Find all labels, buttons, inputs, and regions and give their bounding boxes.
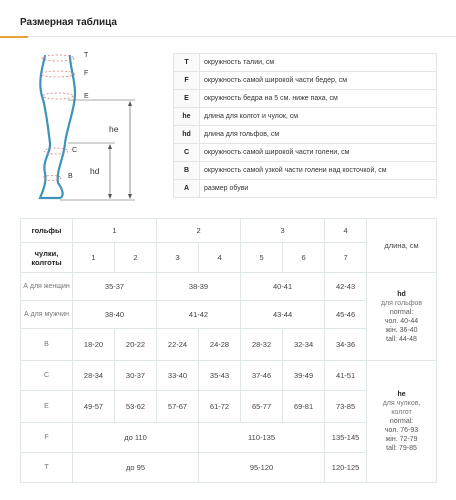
cell: до 110 [73, 423, 199, 453]
he-note-women: жін. 72-79 [385, 436, 418, 443]
legend-text: окружность самой узкой части голени над косточкой, см [200, 162, 437, 180]
hd-note-women: жін. 36-40 [385, 326, 418, 334]
legend-key: E [174, 90, 200, 108]
chulki-size: 3 [157, 243, 199, 273]
legend-text: окружность самой широкой части голени, см [200, 144, 437, 162]
cell: 73-85 [325, 391, 367, 423]
legend-row [174, 180, 437, 198]
hd-length-note [367, 273, 437, 361]
legend-row [174, 126, 437, 144]
page-title: Размерная таблица [20, 17, 117, 28]
legend-key: F [174, 72, 200, 90]
row-label: B [21, 329, 73, 361]
cell: 42-43 [325, 273, 367, 301]
he-note-sub2: колгот [391, 409, 412, 416]
cell: до 95 [73, 453, 199, 483]
cell: 53-62 [115, 391, 157, 423]
golfy-size: 4 [325, 219, 367, 243]
golfy-size: 3 [241, 219, 325, 243]
legend-text: длина для гольфов, см [200, 126, 437, 144]
cell: 38-40 [73, 301, 157, 329]
he-length-note [367, 361, 437, 483]
row-a-women [21, 273, 437, 301]
cell: 38-39 [157, 273, 241, 301]
cell: 24-28 [199, 329, 241, 361]
cell: 41-42 [157, 301, 241, 329]
chulki-label: чулки, колготы [21, 243, 73, 273]
label-b: B [68, 173, 73, 180]
cell: 28-34 [73, 361, 115, 391]
cell: 43-44 [241, 301, 325, 329]
label-he: he [109, 124, 119, 134]
legend-text: окружность бедра на 5 см. ниже паха, см [200, 90, 437, 108]
hd-note-men: чол. 40-44 [384, 317, 419, 325]
leg-outline [20, 48, 170, 208]
cell: 49-57 [73, 391, 115, 423]
row-label: F [21, 423, 73, 453]
label-t: T [84, 52, 89, 59]
cell: 37-46 [241, 361, 283, 391]
golfy-size: 2 [157, 219, 241, 243]
row-label: E [21, 391, 73, 423]
cell: 41-51 [325, 361, 367, 391]
legend-key: he [174, 108, 200, 126]
row-label: C [21, 361, 73, 391]
legend-key: B [174, 162, 200, 180]
cell: 34-36 [325, 329, 367, 361]
cell: 135-145 [325, 423, 367, 453]
hd-note-tall: tall: 44-48 [386, 335, 417, 343]
row-label: А для мужчин [21, 301, 73, 329]
legend-text: длина для колгот и чулок, см [200, 108, 437, 126]
cell: 61-72 [199, 391, 241, 423]
cell: 95-120 [199, 453, 325, 483]
title-accent [0, 36, 28, 38]
cell: 65-77 [241, 391, 283, 423]
row-label: А для женщин [21, 273, 73, 301]
he-note-sub1: для чулков, [382, 400, 421, 407]
golfy-header-row [21, 219, 437, 243]
golfy-size: 1 [73, 219, 157, 243]
legend-key: C [174, 144, 200, 162]
legend-key: hd [174, 126, 200, 144]
cell: 33-40 [157, 361, 199, 391]
legend-key: A [174, 180, 200, 198]
label-hd: hd [90, 166, 100, 176]
measurement-legend [173, 53, 437, 198]
length-header: длина, см [367, 219, 437, 273]
chulki-size: 2 [115, 243, 157, 273]
legend-row [174, 144, 437, 162]
golfy-label: гольфы [21, 219, 73, 243]
cell: 40-41 [241, 273, 325, 301]
chulki-size: 6 [283, 243, 325, 273]
legend-row [174, 54, 437, 72]
legend-key: T [174, 54, 200, 72]
he-note-normal: normal: [389, 418, 414, 425]
he-note-title: he [397, 391, 406, 398]
label-c: C [72, 147, 78, 154]
cell: 35-43 [199, 361, 241, 391]
hd-note-title: hd [397, 290, 406, 298]
legend-text: окружность талии, см [200, 54, 437, 72]
cell: 110-135 [199, 423, 325, 453]
cell: 120-125 [325, 453, 367, 483]
legend-row [174, 90, 437, 108]
cell: 39-49 [283, 361, 325, 391]
chulki-size: 5 [241, 243, 283, 273]
legend-row [174, 162, 437, 180]
chulki-size: 1 [73, 243, 115, 273]
row-c [21, 361, 437, 391]
cell: 35-37 [73, 273, 157, 301]
hd-note-sub: для гольфов [380, 299, 423, 307]
label-e: E [84, 93, 89, 100]
cell: 32-34 [283, 329, 325, 361]
legend-row [174, 108, 437, 126]
leg-diagram [20, 48, 170, 208]
cell: 30-37 [115, 361, 157, 391]
label-f: F [84, 70, 89, 77]
chulki-size: 7 [325, 243, 367, 273]
cell: 18-20 [73, 329, 115, 361]
legend-row [174, 72, 437, 90]
cell: 57-67 [157, 391, 199, 423]
divider [28, 36, 456, 37]
size-table [20, 218, 437, 483]
cell: 22-24 [157, 329, 199, 361]
hd-note-normal: normal: [389, 308, 414, 316]
he-note-tall: tall: 79-85 [386, 445, 417, 452]
cell: 28-32 [241, 329, 283, 361]
he-note-men: чол. 76-93 [384, 427, 419, 434]
cell: 20-22 [115, 329, 157, 361]
cell: 69-81 [283, 391, 325, 423]
row-label: T [21, 453, 73, 483]
legend-text: окружность самой широкой части бедер, см [200, 72, 437, 90]
chulki-size: 4 [199, 243, 241, 273]
legend-text: размер обуви [200, 180, 437, 198]
cell: 45-46 [325, 301, 367, 329]
